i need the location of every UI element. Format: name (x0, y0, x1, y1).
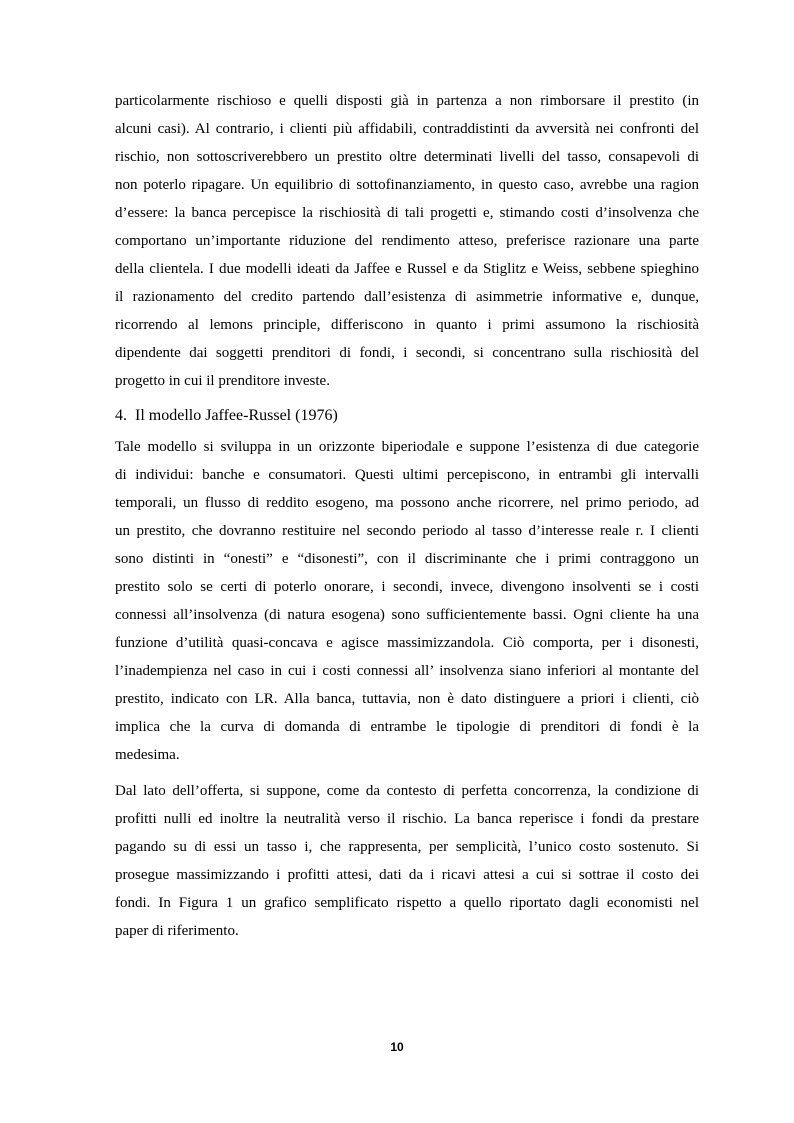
text-line: ricorrendo al lemons principle, differiscono in quanto i primi assumono la rischiosità (115, 317, 699, 333)
paragraph-supply (115, 777, 699, 945)
text-line: Tale modello si sviluppa in un orizzonte biperiodale e suppone l’esistenza di due categorie (115, 439, 699, 455)
text-line: fondi. In Figura 1 un grafico semplificato rispetto a quello riportato dagli economisti nel (115, 895, 699, 911)
text-line: sono distinti in “onesti” e “disonesti”, con il discriminante che i primi contraggono un (115, 551, 699, 567)
text-line: pagando su di essi un tasso i, che rappresenta, per semplicità, l’unico costo sostenuto. Si (115, 839, 699, 855)
text-line: progetto in cui il prenditore investe. (115, 373, 330, 389)
text-line: di individui: banche e consumatori. Questi ultimi percepiscono, in entrambi gli intervalli (115, 467, 699, 483)
text-line: il razionamento del credito partendo dall’esistenza di asimmetrie informative e, dunque, (115, 289, 699, 305)
text-line: alcuni casi). Al contrario, i clienti più affidabili, contraddistinti da avversità nei confronti del (115, 121, 699, 137)
paragraph-intro (115, 87, 699, 395)
section-heading (115, 404, 338, 428)
page-number: 10 (390, 1040, 404, 1054)
text-line: un prestito, che dovranno restituire nel secondo periodo al tasso d’interesse reale r. I clienti (115, 523, 699, 539)
text-line: comportano un’importante riduzione del rendimento atteso, preferisce razionare una parte (115, 233, 699, 249)
text-line: prosegue massimizzando i profitti attesi, dati da i ricavi attesi a cui si sottrae il costo dei (115, 867, 699, 883)
text-line: implica che la curva di domanda di entrambe le tipologie di prenditori di fondi è la (115, 719, 699, 735)
text-line: della clientela. I due modelli ideati da Jaffee e Russel e da Stiglitz e Weiss, sebbene spieghino (115, 261, 699, 277)
text-line: profitti nulli ed inoltre la neutralità verso il rischio. La banca reperisce i fondi da prestare (115, 811, 699, 827)
text-line: paper di riferimento. (115, 923, 239, 939)
text-line: dipendente dai soggetti prenditori di fondi, i secondi, si concentrano sulla rischiosità del (115, 345, 699, 361)
text-line: temporali, un flusso di reddito esogeno, ma possono anche ricorrere, nel primo periodo, ad (115, 495, 699, 511)
text-line: rischio, non sottoscriverebbero un prestito oltre determinati livelli del tasso, consapevoli di (115, 149, 699, 165)
text-line: Dal lato dell’offerta, si suppone, come da contesto di perfetta concorrenza, la condizione di (115, 783, 699, 799)
paragraph-model (115, 433, 699, 769)
text-line: funzione d’utilità quasi-concava e agisce massimizzandola. Ciò comporta, per i disonesti, (115, 635, 699, 651)
section-number: 4. (115, 407, 127, 424)
section-title: Il modello Jaffee-Russel (1976) (135, 407, 338, 424)
text-line: prestito solo se certi di poterlo onorare, i secondi, invece, divengono insolventi se i costi (115, 579, 699, 595)
text-line: non poterlo ripagare. Un equilibrio di sottofinanziamento, in questo caso, avrebbe una ragion (115, 177, 699, 193)
text-line: l’inadempienza nel caso in cui i costi connessi all’ insolvenza siano inferiori al montante del (115, 663, 699, 679)
text-line: d’essere: la banca percepisce la rischiosità di tali progetti e, stimando costi d’insolvenza che (115, 205, 699, 221)
text-line: medesima. (115, 747, 180, 763)
text-line: connessi all’insolvenza (di natura esogena) sono sufficientemente bassi. Ogni cliente ha una (115, 607, 699, 623)
text-line: prestito, indicato con LR. Alla banca, tuttavia, non è dato distinguere a priori i clienti, ciò (115, 691, 699, 707)
text-line: particolarmente rischioso e quelli disposti già in partenza a non rimborsare il prestito (in (115, 93, 699, 109)
